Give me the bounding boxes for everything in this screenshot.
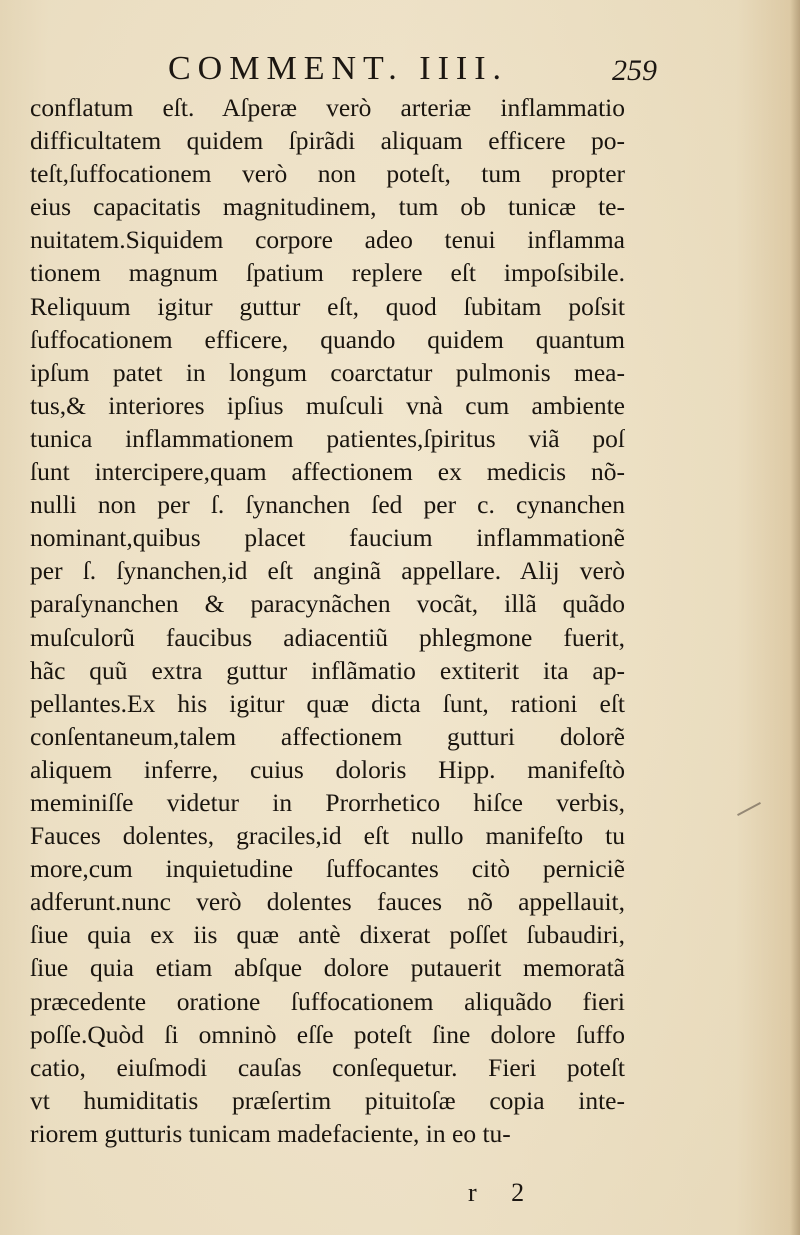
- text-line: adferunt.nunc verò dolentes fauces nõ appellauit,: [30, 887, 625, 917]
- text-line: conflatum eſt. Aſperæ verò arteriæ inflammatio: [30, 93, 625, 122]
- text-line: meminiſſe videtur in Prorrhetico hiſce verbis,: [30, 787, 625, 817]
- signature-mark: r 2: [468, 1178, 539, 1207]
- text-line: catio, eiuſmodi cauſas conſequetur. Fieri poteſt: [30, 1052, 625, 1082]
- text-line: difficultatem quidem ſpirãdi aliquam efficere po-: [30, 126, 625, 156]
- text-line: præcedente oratione ſuffocationem aliquãdo fieri: [30, 986, 625, 1016]
- text-line: more,cum inquietudine ſuffocantes citò perniciẽ: [30, 854, 625, 884]
- text-line: tus,& interiores ipſius muſculi vnà cum ambiente: [30, 390, 625, 420]
- body-text: [30, 91, 625, 1150]
- page-number: 259: [612, 54, 657, 87]
- page-header: [0, 50, 800, 94]
- text-line: ſiue quia ex iis quæ antè dixerat poſſet ſubaudiri,: [30, 920, 625, 950]
- text-line: hãc quũ extra guttur inflãmatio extiterit ita ap-: [30, 655, 625, 685]
- text-line: teſt,ſuffocationem verò non poteſt, tum propter: [30, 159, 625, 189]
- text-line: Fauces dolentes, graciles,id eſt nullo manifeſto tu: [30, 821, 625, 851]
- text-line: vt humiditatis præſertim pituitoſæ copia inte-: [30, 1085, 625, 1115]
- text-line: Reliquum igitur guttur eſt, quod ſubitam poſsit: [30, 291, 625, 321]
- text-line: eius capacitatis magnitudinem, tum ob tunicæ te-: [30, 192, 625, 222]
- text-line: riorem gutturis tunicam madefaciente, in eo tu-: [30, 1118, 511, 1148]
- text-line: ipſum patet in longum coarctatur pulmonis mea-: [30, 357, 625, 387]
- text-line: aliquem inferre, cuius doloris Hipp. manifeſtò: [30, 754, 625, 784]
- running-head: COMMENT. IIII.: [168, 50, 509, 87]
- page-footer: [0, 1178, 800, 1212]
- text-line: tunica inflammationem patientes,ſpiritus viã poſ: [30, 423, 625, 453]
- text-line: paraſynanchen & paracynãchen vocãt, illã quãdo: [30, 589, 625, 619]
- text-line: pellantes.Ex his igitur quæ dicta ſunt, rationi eſt: [30, 688, 625, 718]
- margin-mark: [737, 802, 761, 816]
- text-line: per ſ. ſynanchen,id eſt anginã appellare. Alij verò: [30, 556, 625, 586]
- text-line: ſiue quia etiam abſque dolore putauerit memoratã: [30, 953, 625, 983]
- text-line: nulli non per ſ. ſynanchen ſed per c. cynanchen: [30, 490, 625, 520]
- text-line: ſunt intercipere,quam affectionem ex medicis nõ-: [30, 457, 625, 487]
- text-line: ſuffocationem efficere, quando quidem quantum: [30, 324, 625, 354]
- text-line: muſculorũ faucibus adiacentiũ phlegmone fuerit,: [30, 622, 625, 652]
- text-line: tionem magnum ſpatium replere eſt impoſsibile.: [30, 258, 625, 288]
- text-line: poſſe.Quòd ſi omninò eſſe poteſt ſine dolore ſuffo: [30, 1019, 625, 1049]
- page-gutter-shadow: [790, 0, 800, 1235]
- text-line: nominant,quibus placet faucium inflammationẽ: [30, 523, 625, 553]
- text-line: nuitatem.Siquidem corpore adeo tenui inflamma: [30, 225, 625, 255]
- text-line: conſentaneum,talem affectionem gutturi dolorẽ: [30, 721, 625, 751]
